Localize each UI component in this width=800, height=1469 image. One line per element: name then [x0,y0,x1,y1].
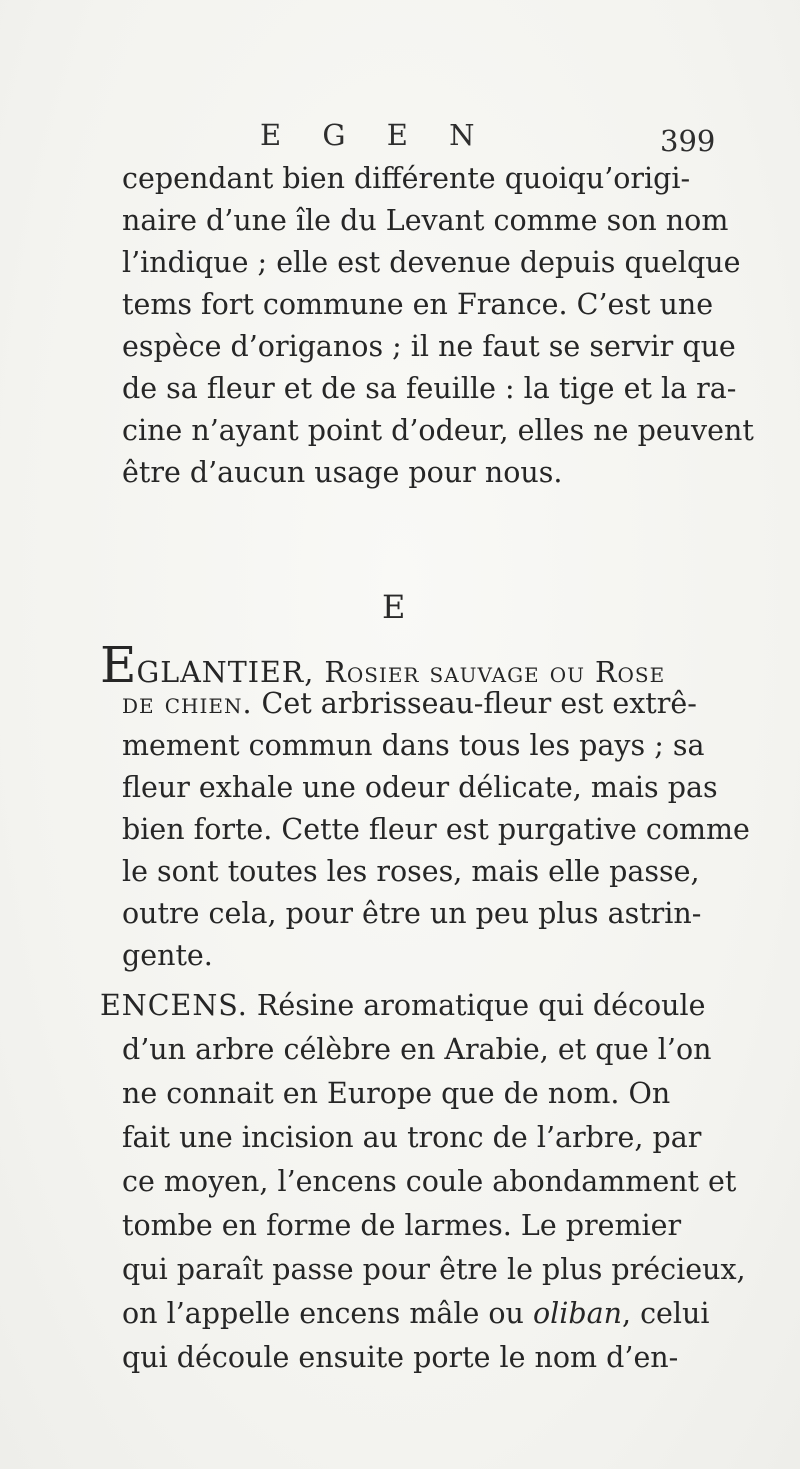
page-number: 399 [660,124,716,158]
italic-term: oliban [532,1297,622,1330]
text-line: le sont toutes les roses, mais elle passe, [122,855,700,888]
entry-headword: ENCENS. [100,989,248,1022]
text-line [122,1297,710,1330]
text-line: qui découle ensuite porte le nom d’en- [122,1341,679,1374]
text-line: fleur exhale une odeur délicate, mais pas [122,771,718,804]
entry-text: , celui [621,1297,710,1330]
text-line: bien forte. Cette fleur est purgative comme [122,813,750,846]
text-line: ne connait en Europe que de nom. On [122,1077,671,1110]
entry-encens-headline [100,989,706,1022]
text-line: cine n’ayant point d’odeur, elles ne peuvent [122,414,754,447]
text-line: espèce d’origanos ; il ne faut se servir que [122,330,736,363]
text-line: outre cela, pour être un peu plus astrin- [122,897,702,930]
text-line: mement commun dans tous les pays ; sa [122,729,705,762]
text-line: tombe en forme de larmes. Le premier [122,1209,682,1242]
entry-synonyms: , Rosier sauvage ou Rose [304,656,666,689]
text-line: naire d’une île du Levant comme son nom [122,204,729,237]
entry-text: Résine aromatique qui découle [247,989,706,1022]
text-line: ce moyen, l’encens coule abondamment et [122,1165,737,1198]
entry-text: Cet arbrisseau-fleur est extrê- [252,687,697,720]
text-line [122,687,697,720]
text-line: de sa fleur et de sa feuille : la tige et la ra- [122,372,737,405]
text-line: fait une incision au tronc de l’arbre, par [122,1121,702,1154]
running-head: E G E N [260,118,491,152]
text-line: être d’aucun usage pour nous. [122,456,563,489]
text-line: cependant bien différente quoiqu’origi- [122,162,691,195]
drop-cap: E [100,636,137,694]
text-line: l’indique ; elle est devenue depuis quelque [122,246,741,279]
entry-synonyms-end: de chien. [122,687,253,720]
section-letter: E [382,588,406,626]
entry-eglantier-headline [100,636,666,694]
text-line: d’un arbre célèbre en Arabie, et que l’on [122,1033,712,1066]
entry-text: on l’appelle encens mâle ou [122,1297,533,1330]
text-line: qui paraît passe pour être le plus précieux, [122,1253,746,1286]
entry-headword: GLANTIER [136,656,305,689]
text-line: tems fort commune en France. C’est une [122,288,714,321]
text-line: gente. [122,939,213,972]
